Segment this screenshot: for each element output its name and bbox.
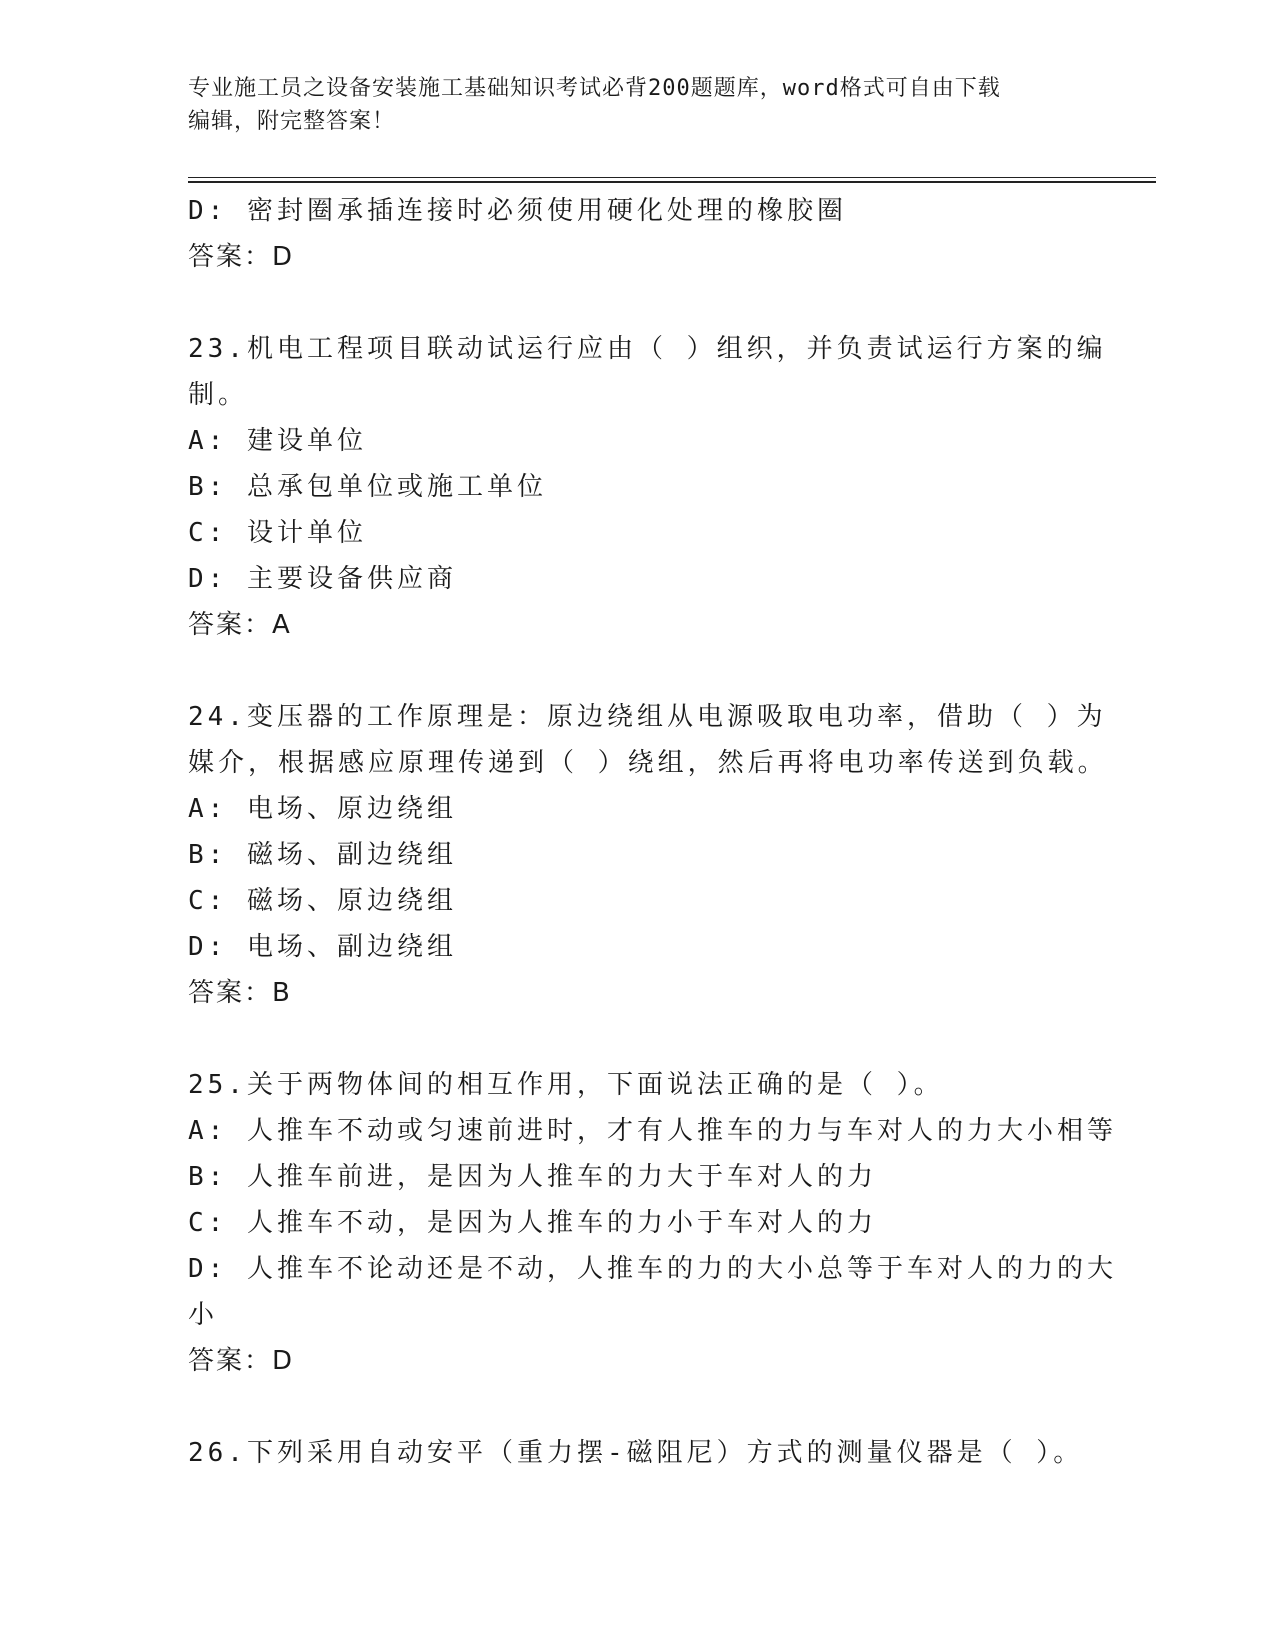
answer-label: 答案：D (188, 1346, 295, 1376)
option-a: A: 电场、原边绕组 (188, 794, 457, 824)
question-stem-continued: 制。 (188, 380, 249, 410)
document-header (188, 72, 1068, 138)
spacer (188, 648, 1088, 694)
header-divider-thick (188, 181, 1156, 183)
option-b: B: 总承包单位或施工单位 (188, 472, 547, 502)
question-stem: 23.机电工程项目联动试运行应由（ ）组织，并负责试运行方案的编 (188, 334, 1107, 364)
option-c: C: 设计单位 (188, 518, 367, 548)
option-a: A: 人推车不动或匀速前进时，才有人推车的力与车对人的力大小相等 (188, 1116, 1117, 1146)
option-d: D: 人推车不论动还是不动，人推车的力的大小总等于车对人的力的大 (188, 1254, 1117, 1284)
question-22-tail (188, 188, 1088, 280)
question-stem: 24.变压器的工作原理是：原边绕组从电源吸取电功率，借助（ ）为 (188, 702, 1107, 732)
question-26 (188, 1430, 1088, 1476)
option-b: B: 人推车前进，是因为人推车的力大于车对人的力 (188, 1162, 877, 1192)
answer-label: 答案：A (188, 610, 292, 640)
option-c: C: 磁场、原边绕组 (188, 886, 457, 916)
option-d: D: 电场、副边绕组 (188, 932, 457, 962)
question-list (188, 188, 1117, 1476)
option-a: A: 建设单位 (188, 426, 367, 456)
question-24 (188, 694, 1108, 1016)
answer-label: 答案：B (188, 978, 292, 1008)
question-25 (188, 1062, 1117, 1384)
question-23 (188, 326, 1107, 648)
header-title-line-2: 编辑，附完整答案！ (188, 109, 396, 134)
spacer (188, 1016, 1088, 1062)
option-d: D: 密封圈承插连接时必须使用硬化处理的橡胶圈 (188, 196, 847, 226)
answer-label: 答案：D (188, 242, 295, 272)
question-stem: 25.关于两物体间的相互作用，下面说法正确的是（ ）。 (188, 1070, 944, 1100)
header-divider-thin (188, 177, 1156, 178)
option-c: C: 人推车不动，是因为人推车的力小于车对人的力 (188, 1208, 877, 1238)
option-b: B: 磁场、副边绕组 (188, 840, 457, 870)
spacer (188, 280, 1088, 326)
option-d-continued: 小 (188, 1300, 219, 1330)
question-stem-continued: 媒介，根据感应原理传递到（ ）绕组，然后再将电功率传送到负载。 (188, 748, 1108, 778)
question-stem: 26.下列采用自动安平（重力摆-磁阻尼）方式的测量仪器是（ ）。 (188, 1438, 1084, 1468)
spacer (188, 1384, 1088, 1430)
option-d: D: 主要设备供应商 (188, 564, 457, 594)
header-title-line-1: 专业施工员之设备安装施工基础知识考试必背200题题库，word格式可自由下载 (188, 76, 1001, 101)
